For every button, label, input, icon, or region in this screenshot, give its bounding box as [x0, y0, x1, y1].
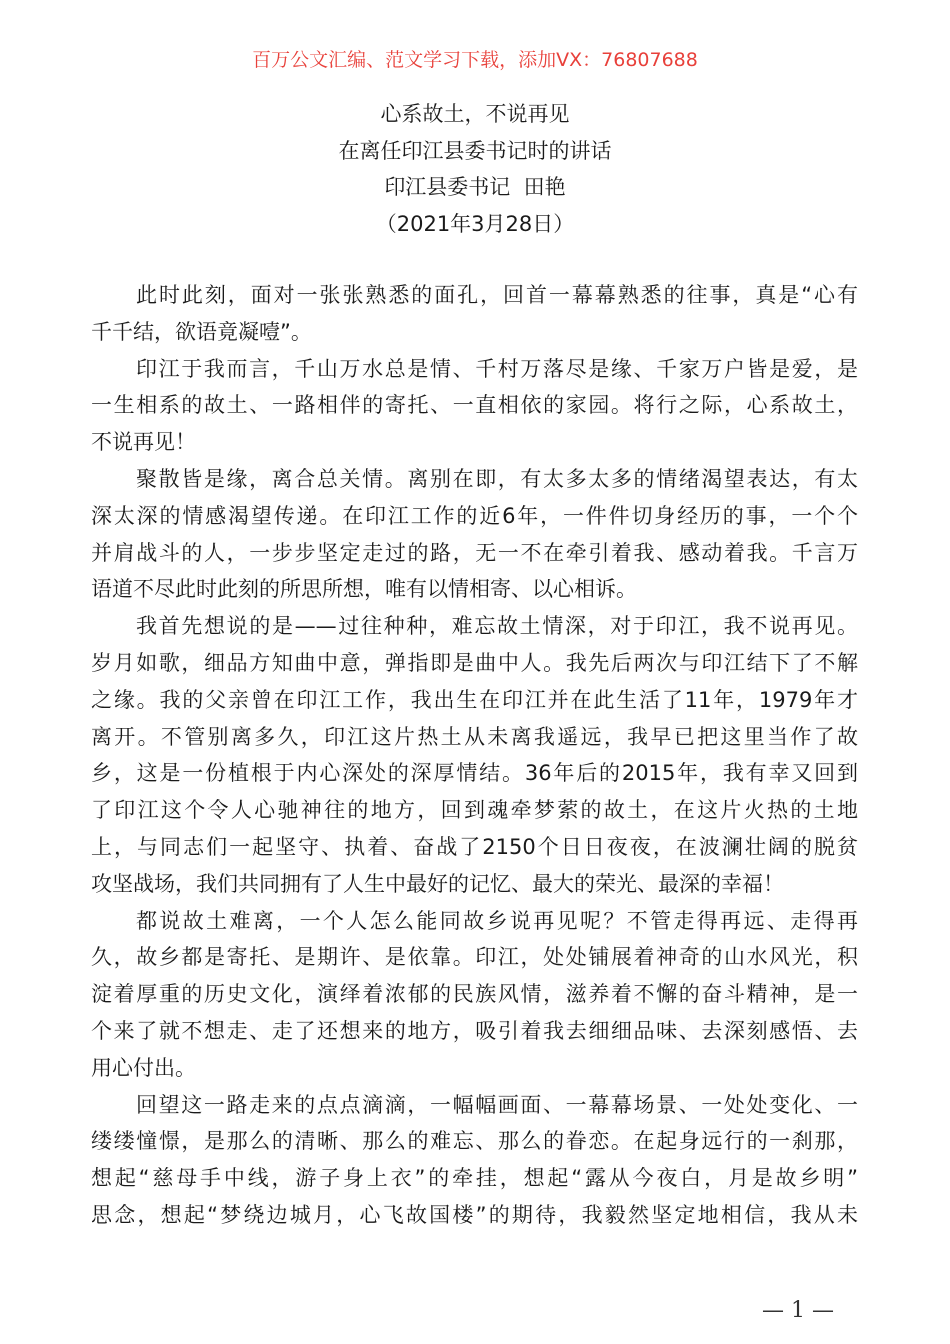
text-line: 想起“慈母手中线，游子身上衣”的牵挂，想起“露从今夜白，月是故乡明” — [91, 1166, 858, 1191]
watermark-banner: 百万公文汇编、范文学习下载，添加VX：76807688 — [252, 49, 698, 71]
text-line: 离开。不管别离多久，印江这片热土从未离我遥远，我早已把这里当作了故 — [91, 724, 858, 749]
paragraph — [91, 903, 858, 1087]
text-line: 上，与同志们一起坚守、执着、奋战了2150个日日夜夜，在波澜壮阔的脱贫 — [91, 834, 858, 859]
text-line: 个来了就不想走、走了还想来的地方，吸引着我去细细品味、去深刻感悟、去 — [91, 1018, 858, 1043]
paragraph — [91, 1087, 858, 1234]
document-author: 印江县委书记 田艳 — [384, 175, 566, 200]
document-title: 心系故土，不说再见 — [380, 102, 570, 126]
text-line: 此时此刻，面对一张张熟悉的面孔，回首一幕幕熟悉的往事，真是“心有 — [136, 283, 858, 307]
text-line: 一生相系的故土、一路相伴的寄托、一直相依的家园。将行之际，心系故土， — [91, 393, 858, 418]
text-line: 都说故土难离，一个人怎么能同故乡说再见呢？不管走得再远、走得再 — [136, 908, 858, 933]
text-line: 回望这一路走来的点点滴滴，一幅幅画面、一幕幕场景、一处处变化、一 — [136, 1092, 858, 1117]
text-line: 思念，想起“梦绕边城月，心飞故国楼”的期待，我毅然坚定地相信，我从未 — [91, 1202, 858, 1227]
page-number: — 1 — — [762, 1298, 834, 1323]
text-line: 岁月如歌，细品方知曲中意，弹指即是曲中人。我先后两次与印江结下了不解 — [91, 650, 858, 675]
text-line: 并肩战斗的人，一步步坚定走过的路，无一不在牵引着我、感动着我。千言万 — [91, 540, 858, 565]
text-line: 之缘。我的父亲曾在印江工作，我出生在印江并在此生活了11年，1979年才 — [91, 687, 858, 712]
text-line: 印江于我而言，千山万水总是情、千村万落尽是缘、千家万户皆是爱，是 — [136, 356, 858, 381]
text-line: 久，故乡都是寄托、是期许、是依靠。印江，处处铺展着神奇的山水风光，积 — [91, 945, 858, 970]
text-line: 乡，这是一份植根于内心深处的深厚情结。36年后的2015年，我有幸又回到 — [91, 761, 858, 786]
text-line: 深太深的情感渴望传递。在印江工作的近6年，一件件切身经历的事，一个个 — [91, 503, 858, 528]
text-line: 我首先想说的是——过往种种，难忘故土情深，对于印江，我不说再见。 — [136, 614, 858, 639]
text-line: 用心付出。 — [91, 1055, 196, 1080]
document-date: （2021年3月28日） — [375, 212, 575, 237]
text-line: 攻坚战场，我们共同拥有了人生中最好的记忆、最大的荣光、最深的幸福！ — [91, 871, 784, 896]
document-header — [0, 96, 950, 243]
paragraph — [91, 351, 858, 461]
text-line: 不说再见！ — [91, 430, 196, 455]
text-line: 缕缕憧憬，是那么的清晰、那么的难忘、那么的眷恋。在起身远行的一刹那， — [91, 1129, 858, 1154]
text-line: 千千结，欲语竟凝噎”。 — [91, 319, 312, 344]
text-line: 聚散皆是缘，离合总关情。离别在即，有太多太多的情绪渴望表达，有太 — [136, 466, 858, 491]
text-line: 语道不尽此时此刻的所思所想，唯有以情相寄、以心相诉。 — [91, 577, 637, 602]
text-line: 了印江这个令人心驰神往的地方，回到魂牵梦萦的故土，在这片火热的土地 — [91, 798, 858, 823]
paragraph — [91, 608, 858, 902]
paragraph — [91, 277, 858, 351]
paragraph — [91, 461, 858, 608]
document-body — [91, 277, 858, 1234]
document-subtitle: 在离任印江县委书记时的讲话 — [338, 138, 612, 163]
text-line: 淀着厚重的历史文化，演绎着浓郁的民族风情，滋养着不懈的奋斗精神，是一 — [91, 982, 858, 1007]
